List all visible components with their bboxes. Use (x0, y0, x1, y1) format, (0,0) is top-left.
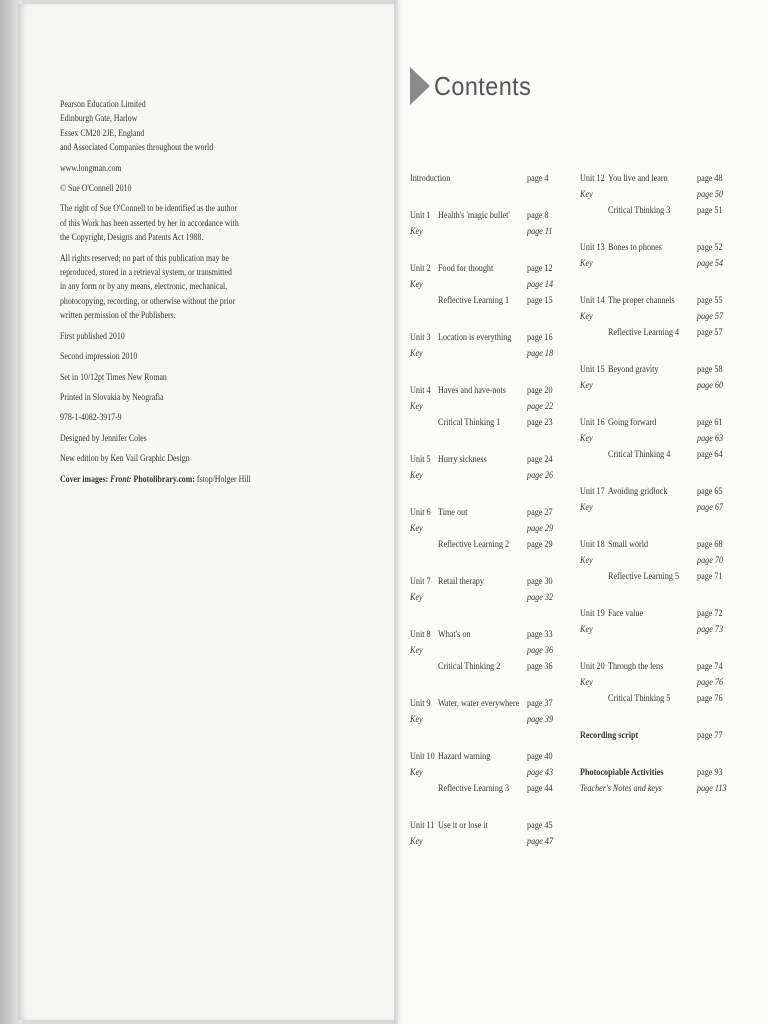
toc-unit-label: Unit 12 (580, 173, 605, 184)
toc-row (410, 574, 567, 590)
cover-source: Photolibrary.com: (133, 473, 195, 485)
toc-unit-label: Key (410, 348, 423, 359)
toc-unit-label: Key (580, 502, 593, 513)
toc-row (410, 818, 567, 834)
toc-unit-label: Unit 2 (410, 263, 431, 274)
toc-page-number: page 64 (697, 449, 723, 460)
toc-row (580, 240, 737, 256)
toc-page-number: page 60 (697, 380, 724, 391)
toc-entry-title: Hazard warning (438, 751, 491, 762)
toc-unit-label: Unit 14 (580, 295, 605, 306)
toc-row (580, 500, 737, 516)
toc-page-number: page 57 (697, 327, 723, 338)
toc-page-number: page 52 (697, 242, 723, 253)
toc-unit-label: Unit 19 (580, 608, 605, 619)
toc-unit-label: Key (410, 592, 423, 603)
toc-unit-label: Unit 4 (410, 385, 431, 396)
imprint-line: 978-1-4082-3917-9 (60, 412, 122, 424)
toc-entry-title: Reflective Learning 2 (438, 539, 510, 550)
toc-row (410, 399, 567, 415)
imprint-text (60, 98, 306, 493)
imprint-line: First published 2010 (60, 330, 125, 342)
toc-row (580, 362, 737, 378)
imprint-block (60, 452, 306, 466)
toc-unit-label: Unit 20 (580, 661, 605, 672)
toc-unit-label: Unit 13 (580, 242, 605, 253)
cover-images-credit (60, 473, 306, 487)
toc-page-number: page 77 (697, 730, 723, 741)
imprint-line: Pearson Education Limited (60, 99, 146, 110)
toc-row (410, 781, 567, 797)
toc-row (580, 431, 737, 447)
toc-row (410, 224, 567, 240)
toc-page-number: page 12 (527, 263, 553, 274)
toc-unit-label: Key (580, 311, 593, 322)
toc-row (580, 622, 737, 638)
toc-page-number: page 4 (527, 173, 549, 184)
toc-page-number: page 32 (527, 592, 554, 603)
toc-unit-label: Key (580, 433, 593, 444)
toc-unit-label: Unit 7 (410, 576, 431, 587)
toc-page-number: page 65 (697, 486, 723, 497)
imprint-block (60, 202, 306, 245)
toc-row (580, 484, 737, 500)
toc-page-number: page 11 (527, 226, 553, 237)
imprint-line: All rights reserved; no part of this publication may be (60, 252, 229, 264)
toc-page-number: page 51 (697, 205, 723, 216)
toc-page-number: page 93 (697, 767, 723, 778)
imprint-block (60, 182, 306, 196)
toc-entry-title: Critical Thinking 4 (608, 449, 671, 460)
toc-unit-label: Unit 6 (410, 507, 431, 518)
toc-unit-label: Unit 11 (410, 820, 435, 831)
toc-row (410, 452, 567, 468)
toc-unit-label: Key (410, 470, 423, 481)
toc-page-number: page 26 (527, 470, 554, 481)
toc-page-number: page 76 (697, 677, 724, 688)
toc-unit-label: Unit 10 (410, 751, 435, 762)
imprint-line: Designed by Jennifer Coles (60, 432, 147, 444)
toc-entry-title: Face value (608, 608, 644, 619)
toc-page-number: page 16 (527, 332, 553, 343)
toc-row (410, 505, 567, 521)
toc-page-number: page 39 (527, 714, 554, 725)
toc-row (580, 675, 737, 691)
toc-unit-label: Key (580, 677, 593, 688)
toc-row (410, 765, 567, 781)
toc-page-number: page 54 (697, 258, 724, 269)
imprint-line: New edition by Ken Vail Graphic Design (60, 453, 190, 465)
toc-page-number: page 20 (527, 385, 553, 396)
toc-row (410, 696, 567, 712)
toc-unit-label: Key (410, 767, 423, 778)
toc-unit-label: Key (580, 189, 593, 200)
imprint-line: Second impression 2010 (60, 351, 138, 363)
toc-page-number: page 63 (697, 433, 724, 444)
imprint-block (60, 252, 306, 324)
toc-unit-label: Key (580, 555, 593, 566)
contents-heading (410, 66, 542, 106)
toc-entry-title: Time out (438, 507, 468, 518)
toc-row (410, 293, 567, 309)
toc-entry-title: Retail therapy (438, 576, 484, 587)
toc-page-number: page 33 (527, 629, 553, 640)
toc-unit-label: Recording script (580, 730, 639, 741)
toc-page-number: page 45 (527, 820, 553, 831)
cover-front-label: Front: (110, 473, 132, 485)
toc-entry-title: Going forward (608, 417, 657, 428)
toc-row (410, 521, 567, 537)
imprint-line: of this Work has been asserted by her in accordance with (60, 217, 239, 229)
imprint-line: www.longman.com (60, 162, 122, 174)
toc-row (580, 553, 737, 569)
toc-unit-label: Key (410, 645, 423, 656)
toc-row (410, 261, 567, 277)
toc-page-number: page 15 (527, 295, 553, 306)
imprint-block (60, 350, 306, 364)
toc-page-number: page 30 (527, 576, 553, 587)
imprint-line: Set in 10/12pt Times New Roman (60, 371, 167, 383)
toc-unit-label: Key (410, 714, 423, 725)
toc-row (410, 346, 567, 362)
toc-unit-label: Unit 5 (410, 454, 431, 465)
imprint-line: Essex CM20 2JE, England (60, 127, 145, 139)
toc-unit-label: Unit 18 (580, 539, 605, 550)
toc-row (580, 765, 737, 781)
toc-row (410, 383, 567, 399)
toc-entry-title: Critical Thinking 5 (608, 693, 671, 704)
toc-entry-title: Haves and have-nots (438, 385, 506, 396)
toc-entry-title: Hurry sickness (438, 454, 487, 465)
toc-page-number: page 50 (697, 189, 724, 200)
toc-unit-label: Unit 3 (410, 332, 431, 343)
imprint-line: Edinburgh Gate, Harlow (60, 113, 138, 125)
toc-row (580, 378, 737, 394)
toc-page-number: page 36 (527, 645, 554, 656)
toc-page-number: page 47 (527, 836, 554, 847)
toc-row (580, 606, 737, 622)
toc-page-number: page 57 (697, 311, 724, 322)
toc-page-number: page 71 (697, 571, 723, 582)
toc-page-number: page 58 (697, 364, 723, 375)
toc-entry-title: Food for thought (438, 263, 494, 274)
toc-page-number: page 40 (527, 751, 553, 762)
toc-unit-label: Key (410, 523, 423, 534)
toc-entry-title: Avoiding gridlock (608, 486, 668, 497)
toc-row (410, 208, 567, 224)
toc-page-number: page 18 (527, 348, 554, 359)
toc-unit-label: Key (410, 401, 423, 412)
toc-entry-title: Critical Thinking 3 (608, 205, 671, 216)
toc-page-number: page 22 (527, 401, 554, 412)
toc-row (580, 256, 737, 272)
imprint-block (60, 330, 306, 344)
toc-row (410, 643, 567, 659)
toc-row (410, 834, 567, 850)
toc-row (410, 415, 567, 431)
toc-entry-title: Critical Thinking 1 (438, 417, 501, 428)
toc-page-number: page 29 (527, 523, 554, 534)
toc-page-number: page 44 (527, 783, 553, 794)
toc-row (580, 447, 737, 463)
toc-unit-label: Unit 15 (580, 364, 605, 375)
toc-entry-title: The proper channels (608, 295, 675, 306)
toc-entry-title: Reflective Learning 4 (608, 327, 680, 338)
toc-row (410, 712, 567, 728)
toc-row (580, 293, 737, 309)
toc-row (410, 659, 567, 675)
toc-page-number: page 68 (697, 539, 723, 550)
toc-entry-title: Bones to phones (608, 242, 662, 253)
imprint-line: photocopying, recording, or otherwise without the prior (60, 295, 236, 307)
toc-page-number: page 113 (697, 783, 727, 794)
imprint-line: in any form or by any means, electronic, mechanical, (60, 281, 228, 293)
toc-page-number: page 43 (527, 767, 554, 778)
cover-images-label: Cover images: (60, 473, 109, 485)
toc-page-number: page 73 (697, 624, 724, 635)
toc-row (580, 203, 737, 219)
imprint-block (60, 98, 306, 156)
imprint-block (60, 411, 306, 425)
toc-row (410, 749, 567, 765)
toc-row (410, 627, 567, 643)
toc-row (580, 569, 737, 585)
toc-page-number: page 55 (697, 295, 723, 306)
imprint-line: © Sue O'Connell 2010 (60, 183, 132, 195)
toc-row (580, 691, 737, 707)
toc-page-number: page 14 (527, 279, 554, 290)
imprint-block (60, 391, 306, 405)
page-title: Contents (434, 70, 532, 101)
cover-credit: fstop/Holger Hill (196, 473, 251, 485)
toc-page-number: page 8 (527, 210, 549, 221)
toc-entry-title: Reflective Learning 5 (608, 571, 680, 582)
toc-page-number: page 23 (527, 417, 553, 428)
imprint-block (60, 371, 306, 385)
toc-entry-title: Location is everything (438, 332, 512, 343)
toc-unit-label: Key (410, 279, 423, 290)
toc-page-number: page 61 (697, 417, 723, 428)
toc-row (410, 330, 567, 346)
toc-entry-title: What's on (438, 629, 471, 640)
toc-entry-title: Beyond gravity (608, 364, 659, 375)
toc-page-number: page 37 (527, 698, 553, 709)
toc-entry-title: Critical Thinking 2 (438, 661, 501, 672)
toc-row (410, 171, 567, 187)
toc-unit-label: Key (580, 624, 593, 635)
toc-row (580, 187, 737, 203)
imprint-line: the Copyright, Designs and Patents Act 1988. (60, 232, 204, 244)
toc-page-number: page 72 (697, 608, 723, 619)
toc-row (410, 590, 567, 606)
toc-page-number: page 29 (527, 539, 553, 550)
toc-page-number: page 36 (527, 661, 553, 672)
toc-unit-label: Unit 1 (410, 210, 431, 221)
imprint-line: Printed in Slovakia by Neografia (60, 391, 164, 403)
toc-unit-label: Unit 9 (410, 698, 431, 709)
toc-unit-label: Unit 17 (580, 486, 605, 497)
toc-page-number: page 70 (697, 555, 724, 566)
toc-unit-label: Key (410, 836, 423, 847)
toc-unit-label: Key (410, 226, 423, 237)
toc-row (410, 537, 567, 553)
toc-entry-title: You live and learn (608, 173, 668, 184)
imprint-line: The right of Sue O'Connell to be identified as the author (60, 203, 238, 215)
toc-entry-title: Health's 'magic bullet' (438, 210, 510, 221)
toc-row (580, 325, 737, 341)
toc-unit-label: Key (580, 258, 593, 269)
imprint-line: reproduced, stored in a retrieval system, or transmitted (60, 267, 232, 279)
arrow-icon (410, 67, 430, 105)
toc-entry-title: Use it or lose it (438, 820, 488, 831)
toc-page-number: page 74 (697, 661, 723, 672)
toc-entry-title: Water, water everywhere (438, 698, 520, 709)
toc-unit-label: Key (580, 380, 593, 391)
toc-page-number: page 27 (527, 507, 553, 518)
toc-row (580, 415, 737, 431)
toc-page-number: page 76 (697, 693, 723, 704)
toc-unit-label: Introduction (410, 173, 451, 184)
toc-entry-title: Small world (608, 539, 649, 550)
toc-row (580, 728, 737, 744)
toc-page-number: page 48 (697, 173, 723, 184)
toc-entry-title: Reflective Learning 1 (438, 295, 510, 306)
imprint-block (60, 432, 306, 446)
toc-row (580, 659, 737, 675)
toc-entry-title: Reflective Learning 3 (438, 783, 510, 794)
imprint-block (60, 162, 306, 176)
toc-row (410, 468, 567, 484)
toc-row (580, 171, 737, 187)
toc-page-number: page 24 (527, 454, 553, 465)
toc-row (410, 277, 567, 293)
toc-row (580, 781, 737, 797)
toc-page-number: page 67 (697, 502, 724, 513)
toc-unit-label: Teacher's Notes and keys (580, 783, 662, 794)
toc-row (580, 309, 737, 325)
toc-entry-title: Through the lens (608, 661, 664, 672)
toc-unit-label: Photocopiable Activities (580, 767, 664, 778)
toc-row (580, 537, 737, 553)
toc-unit-label: Unit 16 (580, 417, 605, 428)
imprint-line: written permission of the Publishers. (60, 310, 176, 322)
toc-unit-label: Unit 8 (410, 629, 431, 640)
imprint-line: and Associated Companies throughout the world (60, 142, 214, 154)
